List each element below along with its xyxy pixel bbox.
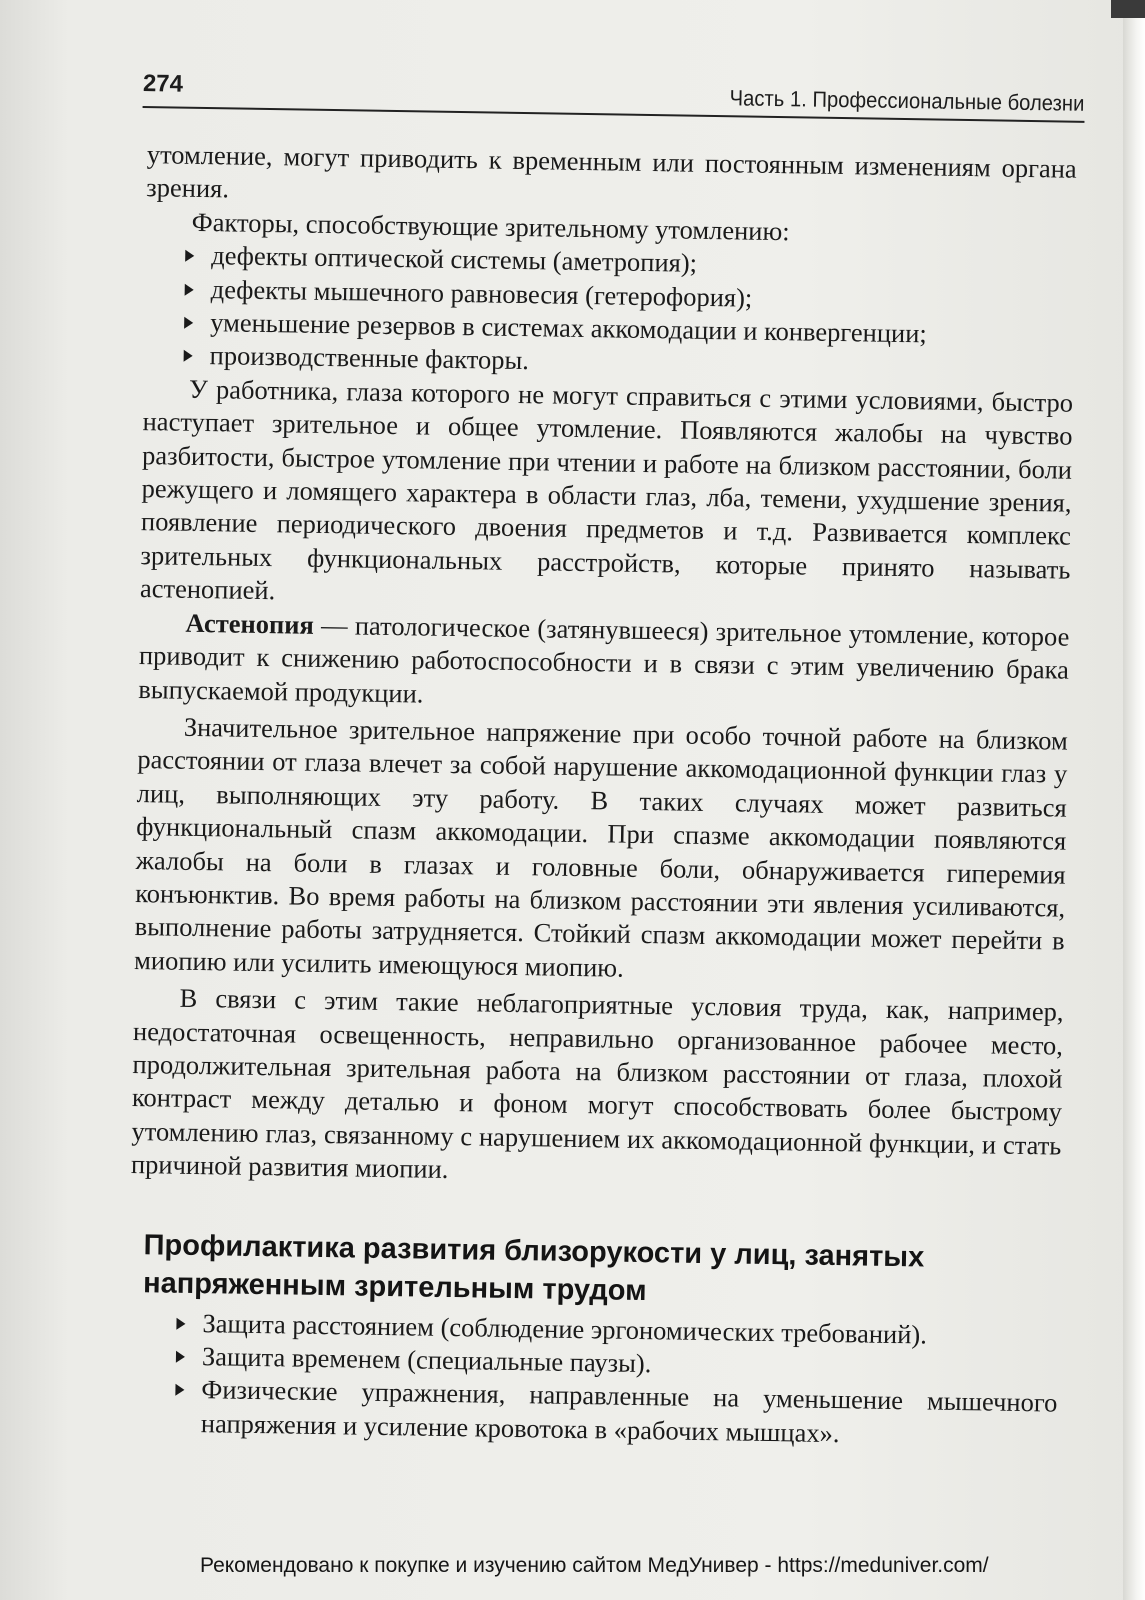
page-number: 274 [142,70,184,98]
definition-term: Астенопия [185,607,315,640]
definition-paragraph [138,606,1069,721]
page-body [127,138,1077,1454]
list-item-text: дефекты оптической системы (аметропия); [211,240,698,278]
list-item-text: Физические упражнения, направленные на уменьшение мышечного напряжения и усиление кровотока в «рабочих мышцах». [200,1374,1058,1448]
bullet-arrow-icon [184,350,193,362]
list-item-text: Защита расстоянием (соблюдение эргономических требований). [202,1307,928,1350]
bullet-arrow-icon [175,1384,184,1396]
page-header [143,70,1086,125]
paragraph-continued: утомление, могут приводить к временным или постоянным изменениям органа зрения. [146,139,1077,204]
paragraph-strain: Значительное зрительное напряжение при особо точной работе на близком расстоянии от глаза влечет за собой нарушение аккомодационной функции глаз у лиц, выполняющих эту работу. В таких случаях может развиться функциональный спазм аккомодации. При спазме аккомодации появляются жалобы на боли в глазах и головные боли, обнаруживается гиперемия конъюнктив. Во время работы на близком расстоянии эти явления усиливаются, выполнение работы затрудняется. Стойкий спазм аккомодации может перейти в миопию или усилить имеющуюся миопию. [133,711,1068,983]
list-item [175,1373,1058,1454]
footer-watermark-text: Рекомендовано к покупке и изучению сайтом МедУнивер - https://meduniver.com/ [200,1554,989,1577]
list-item-text: уменьшение резервов в системах аккомодации и конвергенции; [209,307,928,349]
factors-list [143,238,1075,386]
definition-text: — патологическое (затянувшееся) зрительное утомление, которое приводит к снижению работоспособности и в связи с этим увеличению брака выпускаемой продукции. [138,609,1070,709]
list-item-text: дефекты мышечного равновесия (гетерофория); [210,273,753,313]
bullet-arrow-icon [176,1317,185,1329]
paragraph-worker: У работника, глаза которого не могут справиться с этими условиями, быстро наступает зрительное и общее утомление. Появляются жалобы на чувство разбитости, быстрое утомление при чтении и работе на близком расстоянии, боли режущего и ломящего характера в области глаз, лба, темени, ухудшение зрения, появление периодического двоения предметов и т.д. Развивается комплекс зрительных функциональных расстройств, которые принято называть астенопией. [139,373,1074,606]
paragraph-conditions: В связи с этим такие неблагоприятные условия труда, как, например, недостаточная освещенность, неправильно организованное рабочее место, продолжительная зрительная работа на близком расстоянии от глаза, плохой контраст между деталью и фоном могут способствовать более быстрому утомлению глаз, связанному с нарушением их аккомодационной функции, и стать причиной развития миопии. [130,982,1064,1185]
list-item-text: Защита временем (специальные паузы). [201,1341,652,1379]
list-item-text: производственные факторы. [209,340,530,376]
section-title: Профилактика развития близорукости у лиц, занятых напряженным зрительным трудом [142,1228,925,1307]
bullet-arrow-icon [185,250,194,262]
bullet-arrow-icon [185,283,194,295]
prevention-list [127,1306,1059,1454]
factors-intro: Факторы, способствующие зрительному утомлению: [191,206,790,247]
running-head: Часть 1. Профессиональные болезни [729,85,1085,116]
bullet-arrow-icon [176,1351,185,1363]
bullet-arrow-icon [184,317,193,329]
